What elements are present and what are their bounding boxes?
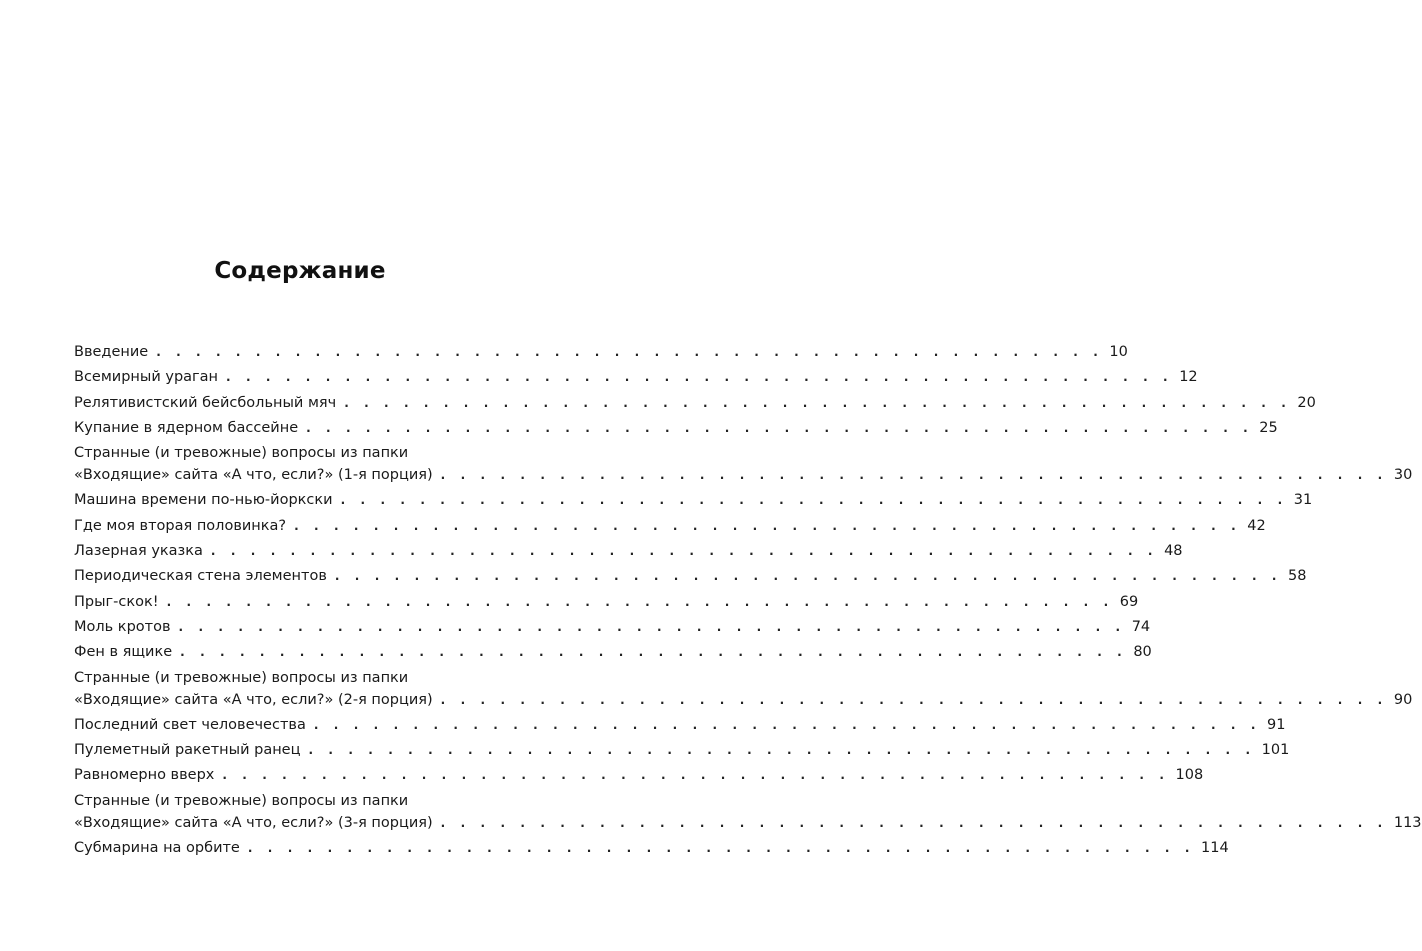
toc-page-number: 48 bbox=[1164, 543, 1183, 560]
toc-entry-title-line: Странные (и тревожные) вопросы из папки bbox=[74, 669, 409, 686]
table-of-contents bbox=[74, 341, 1422, 862]
dot-leader: . . . . . . . . . . . . . . . . . . . . . . . . . . . . . . . . . . . . . . . . . . . . . . . . bbox=[222, 768, 1170, 783]
toc-entry[interactable] bbox=[74, 667, 1413, 711]
toc-entry-title: Релятивистский бейсбольный мяч bbox=[74, 394, 337, 411]
toc-entry-title: Всемирный ураган bbox=[74, 369, 219, 386]
toc-entry-row bbox=[74, 689, 1413, 711]
toc-entry-row bbox=[74, 515, 1266, 537]
toc-page-number: 91 bbox=[1267, 716, 1286, 733]
toc-entry-row bbox=[74, 392, 1316, 414]
toc-entry-title: «Входящие» сайта «А что, если?» (1-я порция) bbox=[74, 467, 433, 484]
dot-leader: . . . . . . . . . . . . . . . . . . . . . . . . . . . . . . . . . . . . . . . . . . . . . . . . bbox=[178, 619, 1126, 634]
toc-page-number: 20 bbox=[1297, 394, 1316, 411]
dot-leader: . . . . . . . . . . . . . . . . . . . . . . . . . . . . . . . . . . . . . . . . . . . . . . . . bbox=[166, 594, 1114, 609]
dot-leader: . . . . . . . . . . . . . . . . . . . . . . . . . . . . . . . . . . . . . . . . . . . . . . . . bbox=[180, 645, 1128, 660]
dot-leader: . . . . . . . . . . . . . . . . . . . . . . . . . . . . . . . . . . . . . . . . . . . . . . . . bbox=[334, 569, 1283, 584]
toc-entry-title: Моль кротов bbox=[74, 618, 171, 635]
toc-entry[interactable] bbox=[74, 641, 1152, 663]
dot-leader: . . . . . . . . . . . . . . . . . . . . . . . . . . . . . . . . . . . . . . . . . . . . . . . . bbox=[340, 493, 1288, 508]
dot-leader: . . . . . . . . . . . . . . . . . . . . . . . . . . . . . . . . . . . . . . . . . . . . . . . . bbox=[440, 468, 1388, 483]
toc-page-number: 114 bbox=[1201, 840, 1229, 857]
toc-entry-title: Периодическая стена элементов bbox=[74, 568, 327, 585]
dot-leader: . . . . . . . . . . . . . . . . . . . . . . . . . . . . . . . . . . . . . . . . . . . . . . . . bbox=[294, 518, 1242, 533]
toc-entry-title-line: Странные (и тревожные) вопросы из папки bbox=[74, 445, 409, 462]
toc-page-number: 101 bbox=[1261, 742, 1290, 759]
toc-entry-title: Введение bbox=[74, 344, 149, 360]
toc-entry-title: Купание в ядерном бассейне bbox=[74, 419, 299, 436]
dot-leader: . . . . . . . . . . . . . . . . . . . . . . . . . . . . . . . . . . . . . . . . . . . . . . . . bbox=[440, 815, 1388, 830]
toc-page-number: 90 bbox=[1393, 691, 1413, 708]
toc-entry-title: Пулеметный ракетный ранец bbox=[74, 742, 301, 759]
toc-entry[interactable] bbox=[74, 366, 1198, 388]
toc-entry-row bbox=[74, 591, 1139, 613]
toc-entry[interactable] bbox=[74, 392, 1316, 414]
page-title: Содержание bbox=[214, 258, 386, 284]
dot-leader: . . . . . . . . . . . . . . . . . . . . . . . . . . . . . . . . . . . . . . . . . . . . . . . . bbox=[156, 345, 1104, 359]
toc-entry-title: Фен в ящике bbox=[74, 644, 173, 661]
toc-page-number: 113 bbox=[1393, 814, 1422, 831]
toc-entry[interactable] bbox=[74, 616, 1151, 638]
toc-entry-row bbox=[74, 464, 1413, 486]
toc-entry[interactable] bbox=[74, 565, 1307, 587]
toc-page-number: 58 bbox=[1288, 568, 1307, 585]
toc-entry[interactable] bbox=[74, 739, 1290, 761]
dot-leader: . . . . . . . . . . . . . . . . . . . . . . . . . . . . . . . . . . . . . . . . . . . . . . . . bbox=[308, 743, 1256, 758]
toc-entry-row bbox=[74, 366, 1198, 388]
toc-entry-row bbox=[74, 764, 1204, 786]
toc-entry-row bbox=[74, 837, 1229, 859]
toc-entry-title: Машина времени по-нью-йоркски bbox=[74, 492, 333, 509]
toc-entry[interactable] bbox=[74, 591, 1139, 613]
dot-leader: . . . . . . . . . . . . . . . . . . . . . . . . . . . . . . . . . . . . . . . . . . . . . . . . bbox=[210, 544, 1159, 559]
toc-entry[interactable] bbox=[74, 540, 1183, 562]
toc-entry-row bbox=[74, 739, 1290, 761]
toc-entry[interactable] bbox=[74, 837, 1229, 859]
toc-page-number: 108 bbox=[1175, 767, 1204, 784]
toc-page-number: 10 bbox=[1109, 344, 1128, 360]
dot-leader: . . . . . . . . . . . . . . . . . . . . . . . . . . . . . . . . . . . . . . . . . . . . . . . . bbox=[440, 692, 1388, 707]
toc-entry-title: «Входящие» сайта «А что, если?» (3-я порция) bbox=[74, 814, 433, 831]
toc-entry-row bbox=[74, 565, 1307, 587]
toc-entry-row bbox=[74, 489, 1313, 511]
dot-leader: . . . . . . . . . . . . . . . . . . . . . . . . . . . . . . . . . . . . . . . . . . . . . . . . bbox=[344, 395, 1292, 410]
toc-page-number: 42 bbox=[1247, 517, 1266, 534]
dot-leader: . . . . . . . . . . . . . . . . . . . . . . . . . . . . . . . . . . . . . . . . . . . . . . . . bbox=[313, 717, 1261, 732]
toc-page-number: 69 bbox=[1119, 593, 1139, 610]
toc-entry[interactable] bbox=[74, 764, 1204, 786]
toc-entry[interactable] bbox=[74, 515, 1266, 537]
toc-entry[interactable] bbox=[74, 714, 1286, 736]
toc-entry-title: Лазерная указка bbox=[74, 543, 203, 560]
toc-entry-row bbox=[74, 616, 1151, 638]
toc-entry-row bbox=[74, 714, 1286, 736]
toc-entry[interactable] bbox=[74, 417, 1278, 439]
toc-entry-title: Последний свет человечества bbox=[74, 716, 306, 733]
toc-entry-title: Равномерно вверх bbox=[74, 767, 215, 784]
toc-entry[interactable] bbox=[74, 341, 1128, 363]
dot-leader: . . . . . . . . . . . . . . . . . . . . . . . . . . . . . . . . . . . . . . . . . . . . . . . . bbox=[306, 420, 1254, 435]
toc-page-number: 12 bbox=[1179, 369, 1198, 386]
toc-entry-row bbox=[74, 641, 1152, 663]
dot-leader: . . . . . . . . . . . . . . . . . . . . . . . . . . . . . . . . . . . . . . . . . . . . . . . . bbox=[247, 841, 1196, 856]
toc-entry-title: «Входящие» сайта «А что, если?» (2-я порция) bbox=[74, 691, 433, 708]
toc-entry-row bbox=[74, 417, 1278, 439]
toc-page-number: 80 bbox=[1133, 644, 1152, 661]
toc-entry[interactable] bbox=[74, 442, 1413, 486]
toc-entry-row bbox=[74, 341, 1128, 363]
toc-entry-row bbox=[74, 540, 1183, 562]
dot-leader: . . . . . . . . . . . . . . . . . . . . . . . . . . . . . . . . . . . . . . . . . . . . . . . . bbox=[226, 370, 1174, 385]
toc-page-number: 31 bbox=[1293, 492, 1313, 509]
toc-page-number: 30 bbox=[1393, 467, 1413, 484]
toc-page-number: 74 bbox=[1131, 618, 1151, 635]
toc-entry-title-line: Странные (и тревожные) вопросы из папки bbox=[74, 792, 409, 809]
toc-entry[interactable] bbox=[74, 790, 1422, 834]
toc-entry-title: Прыг-скок! bbox=[74, 593, 159, 610]
toc-page-number: 25 bbox=[1259, 419, 1278, 436]
toc-entry-row bbox=[74, 812, 1422, 834]
toc-entry-title: Где моя вторая половинка? bbox=[74, 517, 287, 534]
toc-entry[interactable] bbox=[74, 489, 1313, 511]
toc-entry-title: Субмарина на орбите bbox=[74, 840, 240, 857]
